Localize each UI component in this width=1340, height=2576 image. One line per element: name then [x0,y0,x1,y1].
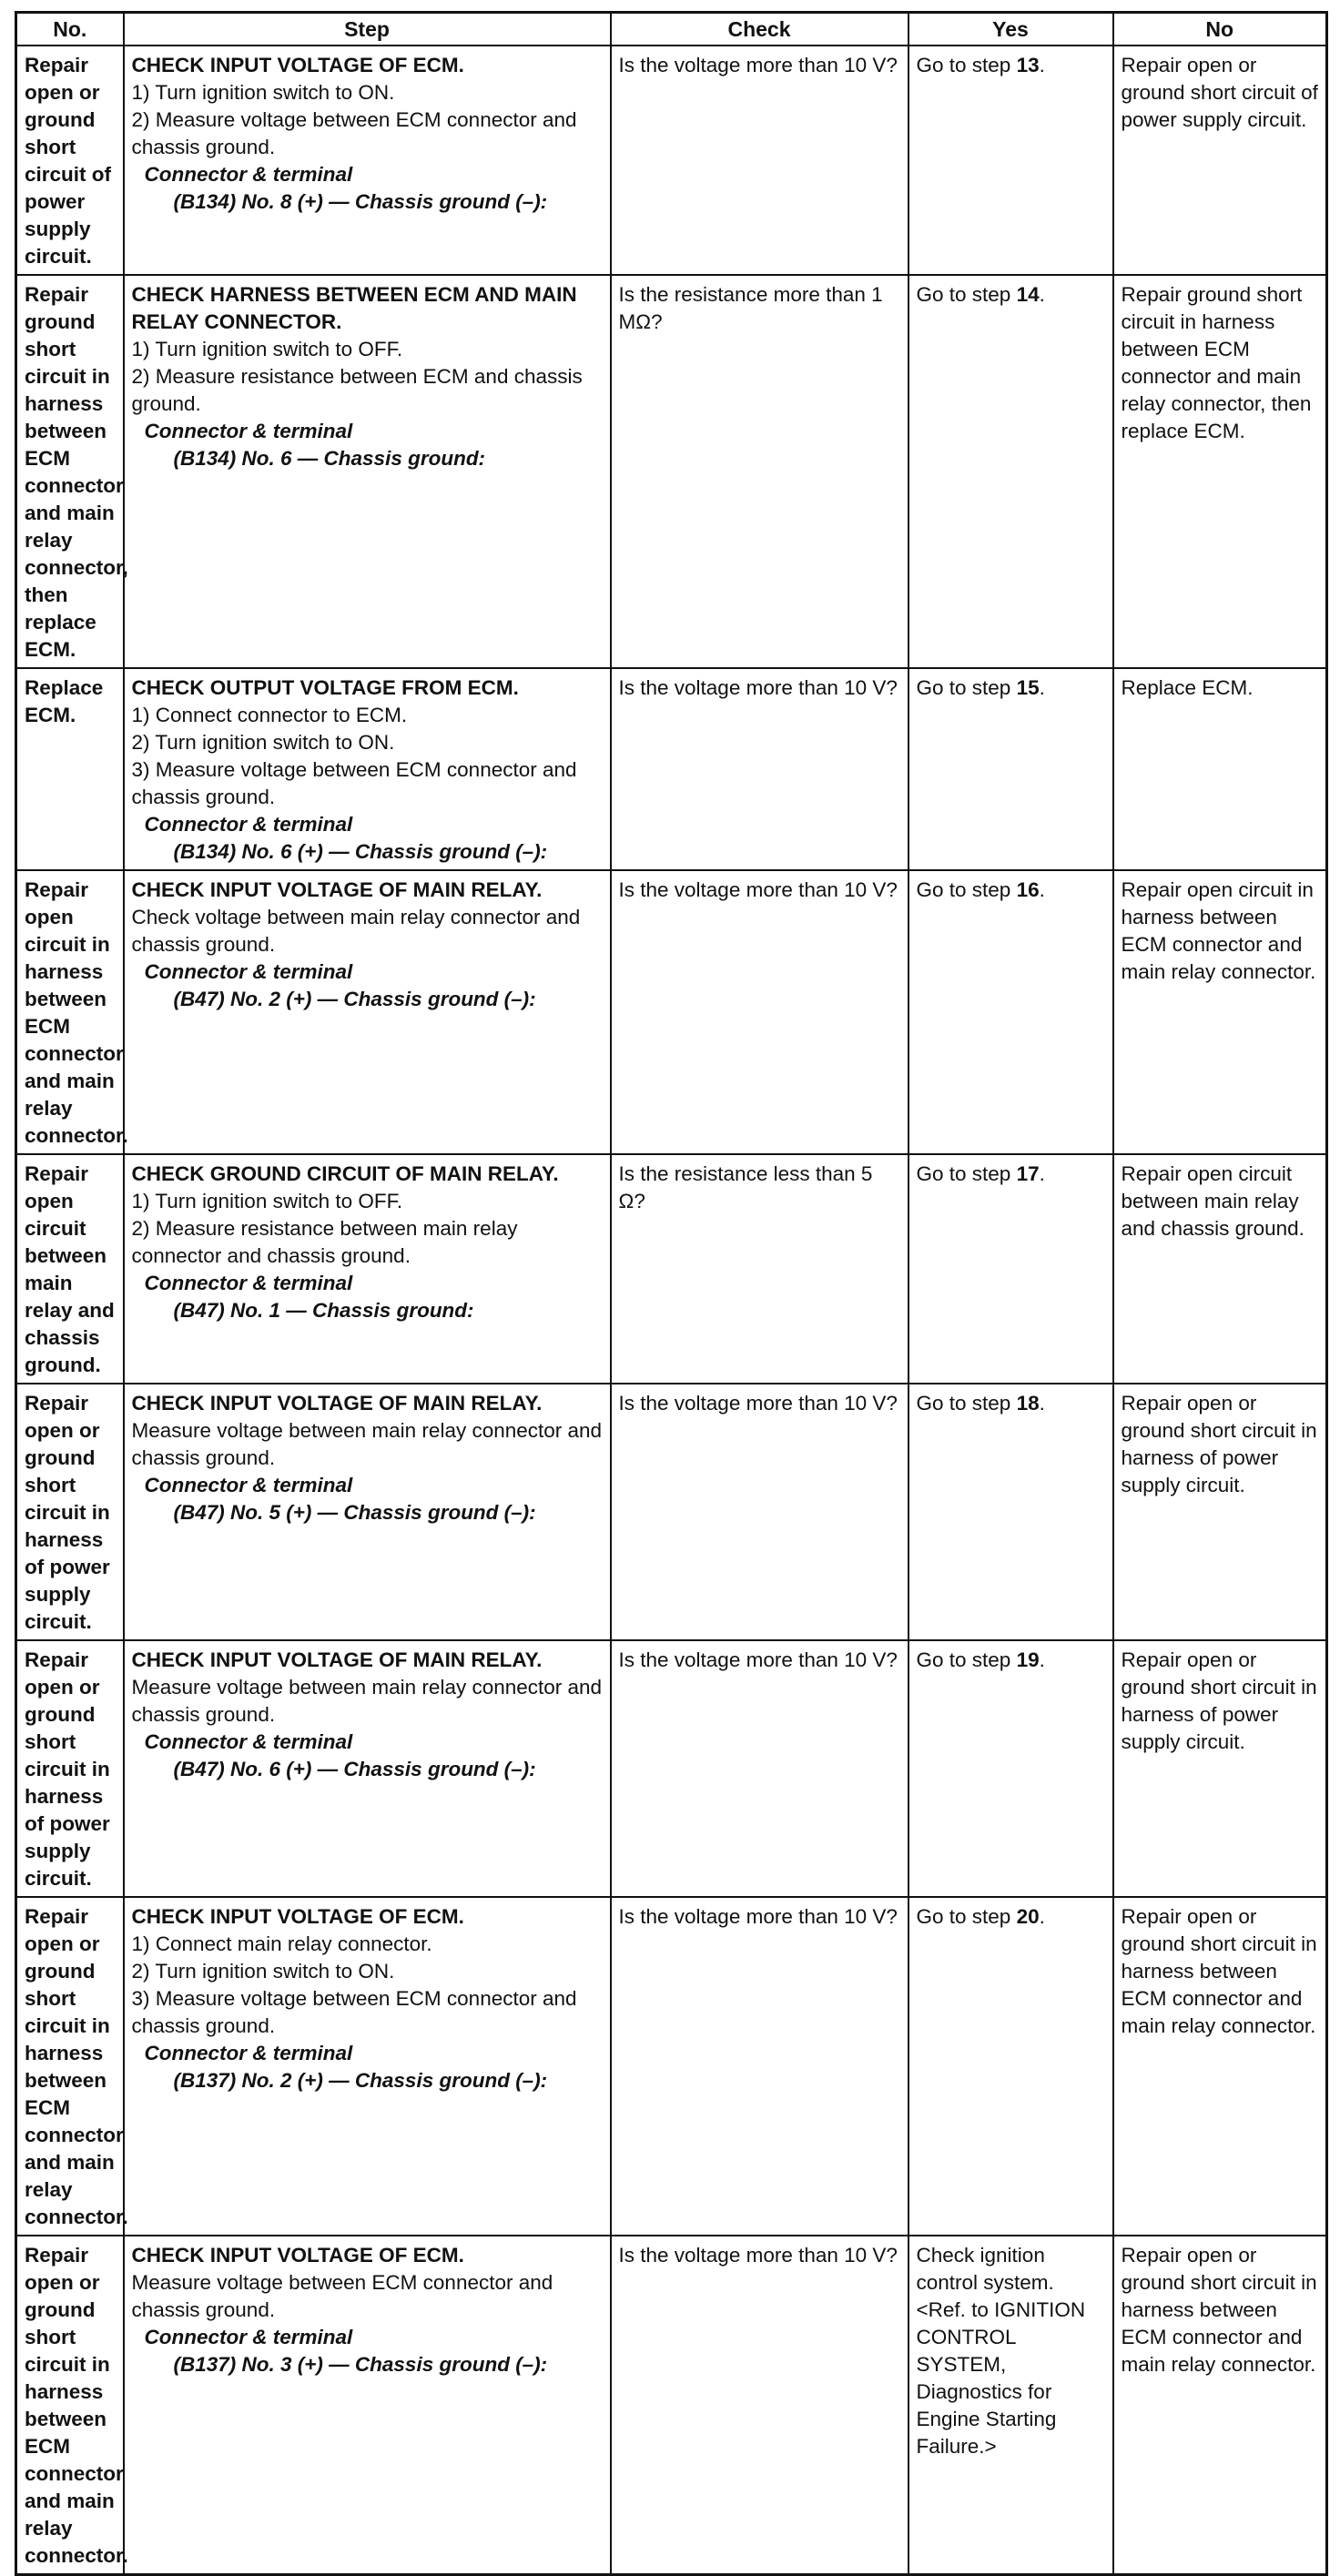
no-cell: Repair open circuit between main relay and chassis ground. [1113,1154,1327,1384]
connector-terminal-label: Connector & terminal [144,420,353,442]
table-row [16,1640,1327,1897]
connector-terminal-label: Connector & terminal [144,2042,353,2064]
connector-terminal-value: (B134) No. 6 (+) — Chassis ground (–): [173,840,548,863]
yes-text-end: . [1039,1905,1045,1928]
yes-cell [909,870,1113,1154]
step-title: CHECK INPUT VOLTAGE OF ECM. [131,54,464,76]
step-instructions: Measure voltage between ECM connector and chassis ground. [131,2271,553,2321]
yes-step-number: 13 [1016,54,1040,76]
check-cell: Is the voltage more than 10 V? [611,1640,909,1897]
header-step: Step [124,13,611,46]
step-cell [124,870,611,1154]
connector-terminal-label: Connector & terminal [144,1474,353,1496]
step-title: CHECK INPUT VOLTAGE OF MAIN RELAY. [131,1392,543,1415]
step-cell [124,46,611,275]
no-cell: Repair open circuit in harness between ECM connector and main relay connector. [1113,870,1327,1154]
yes-text: Go to step [916,1905,1017,1928]
no-cell: Repair open or ground short circuit in harness of power supply circuit. [1113,1384,1327,1640]
yes-step-number: 20 [1016,1905,1040,1928]
yes-cell [909,1640,1113,1897]
yes-cell [909,1897,1113,2236]
yes-text: Check ignition control system. <Ref. to IGNITION CONTROL SYSTEM, Diagnostics for Engine Starting Failure.> [916,2244,1086,2458]
table-row [16,275,1327,668]
step-instructions: 1) Connect main relay connector. 2) Turn ignition switch to ON. 3) Measure voltage between ECM connector and chassis ground. [131,1932,577,2037]
header-no-action: No [1113,13,1327,46]
step-number: Replace ECM. [16,668,124,870]
step-instructions: 1) Connect connector to ECM. 2) Turn ignition switch to ON. 3) Measure voltage between ECM connector and chassis ground. [131,704,577,808]
yes-step-number: 15 [1016,676,1040,699]
yes-text: Go to step [916,1162,1017,1185]
connector-terminal-label: Connector & terminal [144,960,353,983]
yes-step-number: 16 [1016,878,1040,901]
connector-terminal-value: (B47) No. 6 (+) — Chassis ground (–): [173,1758,536,1780]
yes-text-end: . [1039,878,1045,901]
header-no: No. [16,13,124,46]
connector-terminal-label: Connector & terminal [144,813,353,836]
step-number: Repair open or ground short circuit in harness between ECM connector and main relay connector. [16,2236,124,2575]
step-number: Repair ground short circuit in harness between ECM connector and main relay connector, then replace ECM. [16,275,124,668]
step-number: Repair open circuit between main relay and chassis ground. [16,1154,124,1384]
yes-text-end: . [1039,54,1045,76]
step-instructions: 1) Turn ignition switch to OFF. 2) Measure resistance between ECM and chassis ground. [131,338,583,415]
yes-text: Go to step [916,54,1017,76]
step-title: CHECK OUTPUT VOLTAGE FROM ECM. [131,676,519,699]
step-number: Repair open or ground short circuit of power supply circuit. [16,46,124,275]
table-row [16,1384,1327,1640]
yes-text-end: . [1039,283,1045,306]
header-yes: Yes [909,13,1113,46]
yes-cell [909,46,1113,275]
yes-cell [909,1384,1113,1640]
no-cell: Repair open or ground short circuit in harness of power supply circuit. [1113,1640,1327,1897]
step-cell [124,668,611,870]
check-cell: Is the voltage more than 10 V? [611,2236,909,2575]
step-title: CHECK INPUT VOLTAGE OF MAIN RELAY. [131,878,543,901]
yes-step-number: 18 [1016,1392,1040,1415]
check-cell: Is the voltage more than 10 V? [611,1384,909,1640]
step-cell [124,2236,611,2575]
check-cell: Is the resistance more than 1 MΩ? [611,275,909,668]
step-number: Repair open or ground short circuit in harness of power supply circuit. [16,1384,124,1640]
no-cell: Repair ground short circuit in harness between ECM connector and main relay connector, then replace ECM. [1113,275,1327,668]
check-cell: Is the voltage more than 10 V? [611,46,909,275]
no-cell: Replace ECM. [1113,668,1327,870]
step-title: CHECK HARNESS BETWEEN ECM AND MAIN RELAY CONNECTOR. [131,283,577,333]
step-number: Repair open or ground short circuit in harness between ECM connector and main relay connector. [16,1897,124,2236]
yes-cell [909,275,1113,668]
diagnostic-table [15,11,1328,2576]
table-header-row [16,13,1327,46]
check-cell: Is the voltage more than 10 V? [611,870,909,1154]
step-number: Repair open or ground short circuit in harness of power supply circuit. [16,1640,124,1897]
connector-terminal-label: Connector & terminal [144,1730,353,1753]
yes-text-end: . [1039,676,1045,699]
step-instructions: Measure voltage between main relay connector and chassis ground. [131,1676,603,1726]
yes-cell [909,2236,1113,2575]
yes-text-end: . [1039,1392,1045,1415]
step-cell [124,1897,611,2236]
connector-terminal-label: Connector & terminal [144,2326,353,2348]
step-number: Repair open circuit in harness between ECM connector and main relay connector. [16,870,124,1154]
step-instructions: 1) Turn ignition switch to OFF. 2) Measure resistance between main relay connector and chassis ground. [131,1190,518,1267]
no-cell: Repair open or ground short circuit of power supply circuit. [1113,46,1327,275]
table-row [16,1154,1327,1384]
connector-terminal-label: Connector & terminal [144,1272,353,1294]
connector-terminal-value: (B47) No. 1 — Chassis ground: [173,1299,474,1322]
yes-text: Go to step [916,283,1017,306]
step-title: CHECK GROUND CIRCUIT OF MAIN RELAY. [131,1162,559,1185]
yes-text: Go to step [916,1648,1017,1671]
check-cell: Is the resistance less than 5 Ω? [611,1154,909,1384]
yes-text: Go to step [916,676,1017,699]
check-cell: Is the voltage more than 10 V? [611,1897,909,2236]
table-row [16,668,1327,870]
table-row [16,870,1327,1154]
no-cell: Repair open or ground short circuit in harness between ECM connector and main relay connector. [1113,1897,1327,2236]
yes-text: Go to step [916,1392,1017,1415]
connector-terminal-label: Connector & terminal [144,163,353,186]
table-row [16,46,1327,275]
connector-terminal-value: (B134) No. 6 — Chassis ground: [173,447,486,470]
yes-text: Go to step [916,878,1017,901]
check-cell: Is the voltage more than 10 V? [611,668,909,870]
step-title: CHECK INPUT VOLTAGE OF ECM. [131,1905,464,1928]
connector-terminal-value: (B134) No. 8 (+) — Chassis ground (–): [173,190,548,213]
yes-cell [909,1154,1113,1384]
step-instructions: Check voltage between main relay connector and chassis ground. [131,906,581,956]
yes-step-number: 17 [1016,1162,1040,1185]
table-row [16,2236,1327,2575]
yes-text-end: . [1039,1648,1045,1671]
yes-text-end: . [1039,1162,1045,1185]
connector-terminal-value: (B47) No. 5 (+) — Chassis ground (–): [173,1501,536,1524]
step-title: CHECK INPUT VOLTAGE OF ECM. [131,2244,464,2267]
yes-step-number: 14 [1016,283,1040,306]
header-check: Check [611,13,909,46]
step-cell [124,275,611,668]
table-row [16,1897,1327,2236]
no-cell: Repair open or ground short circuit in harness between ECM connector and main relay connector. [1113,2236,1327,2575]
diagnostic-table-page [15,11,1325,2576]
step-instructions: Measure voltage between main relay connector and chassis ground. [131,1419,603,1469]
connector-terminal-value: (B137) No. 2 (+) — Chassis ground (–): [173,2069,548,2092]
step-instructions: 1) Turn ignition switch to ON. 2) Measure voltage between ECM connector and chassis ground. [131,81,577,158]
step-cell [124,1154,611,1384]
connector-terminal-value: (B137) No. 3 (+) — Chassis ground (–): [173,2353,548,2376]
step-cell [124,1384,611,1640]
yes-cell [909,668,1113,870]
yes-step-number: 19 [1016,1648,1040,1671]
step-cell [124,1640,611,1897]
connector-terminal-value: (B47) No. 2 (+) — Chassis ground (–): [173,988,536,1010]
step-title: CHECK INPUT VOLTAGE OF MAIN RELAY. [131,1648,543,1671]
